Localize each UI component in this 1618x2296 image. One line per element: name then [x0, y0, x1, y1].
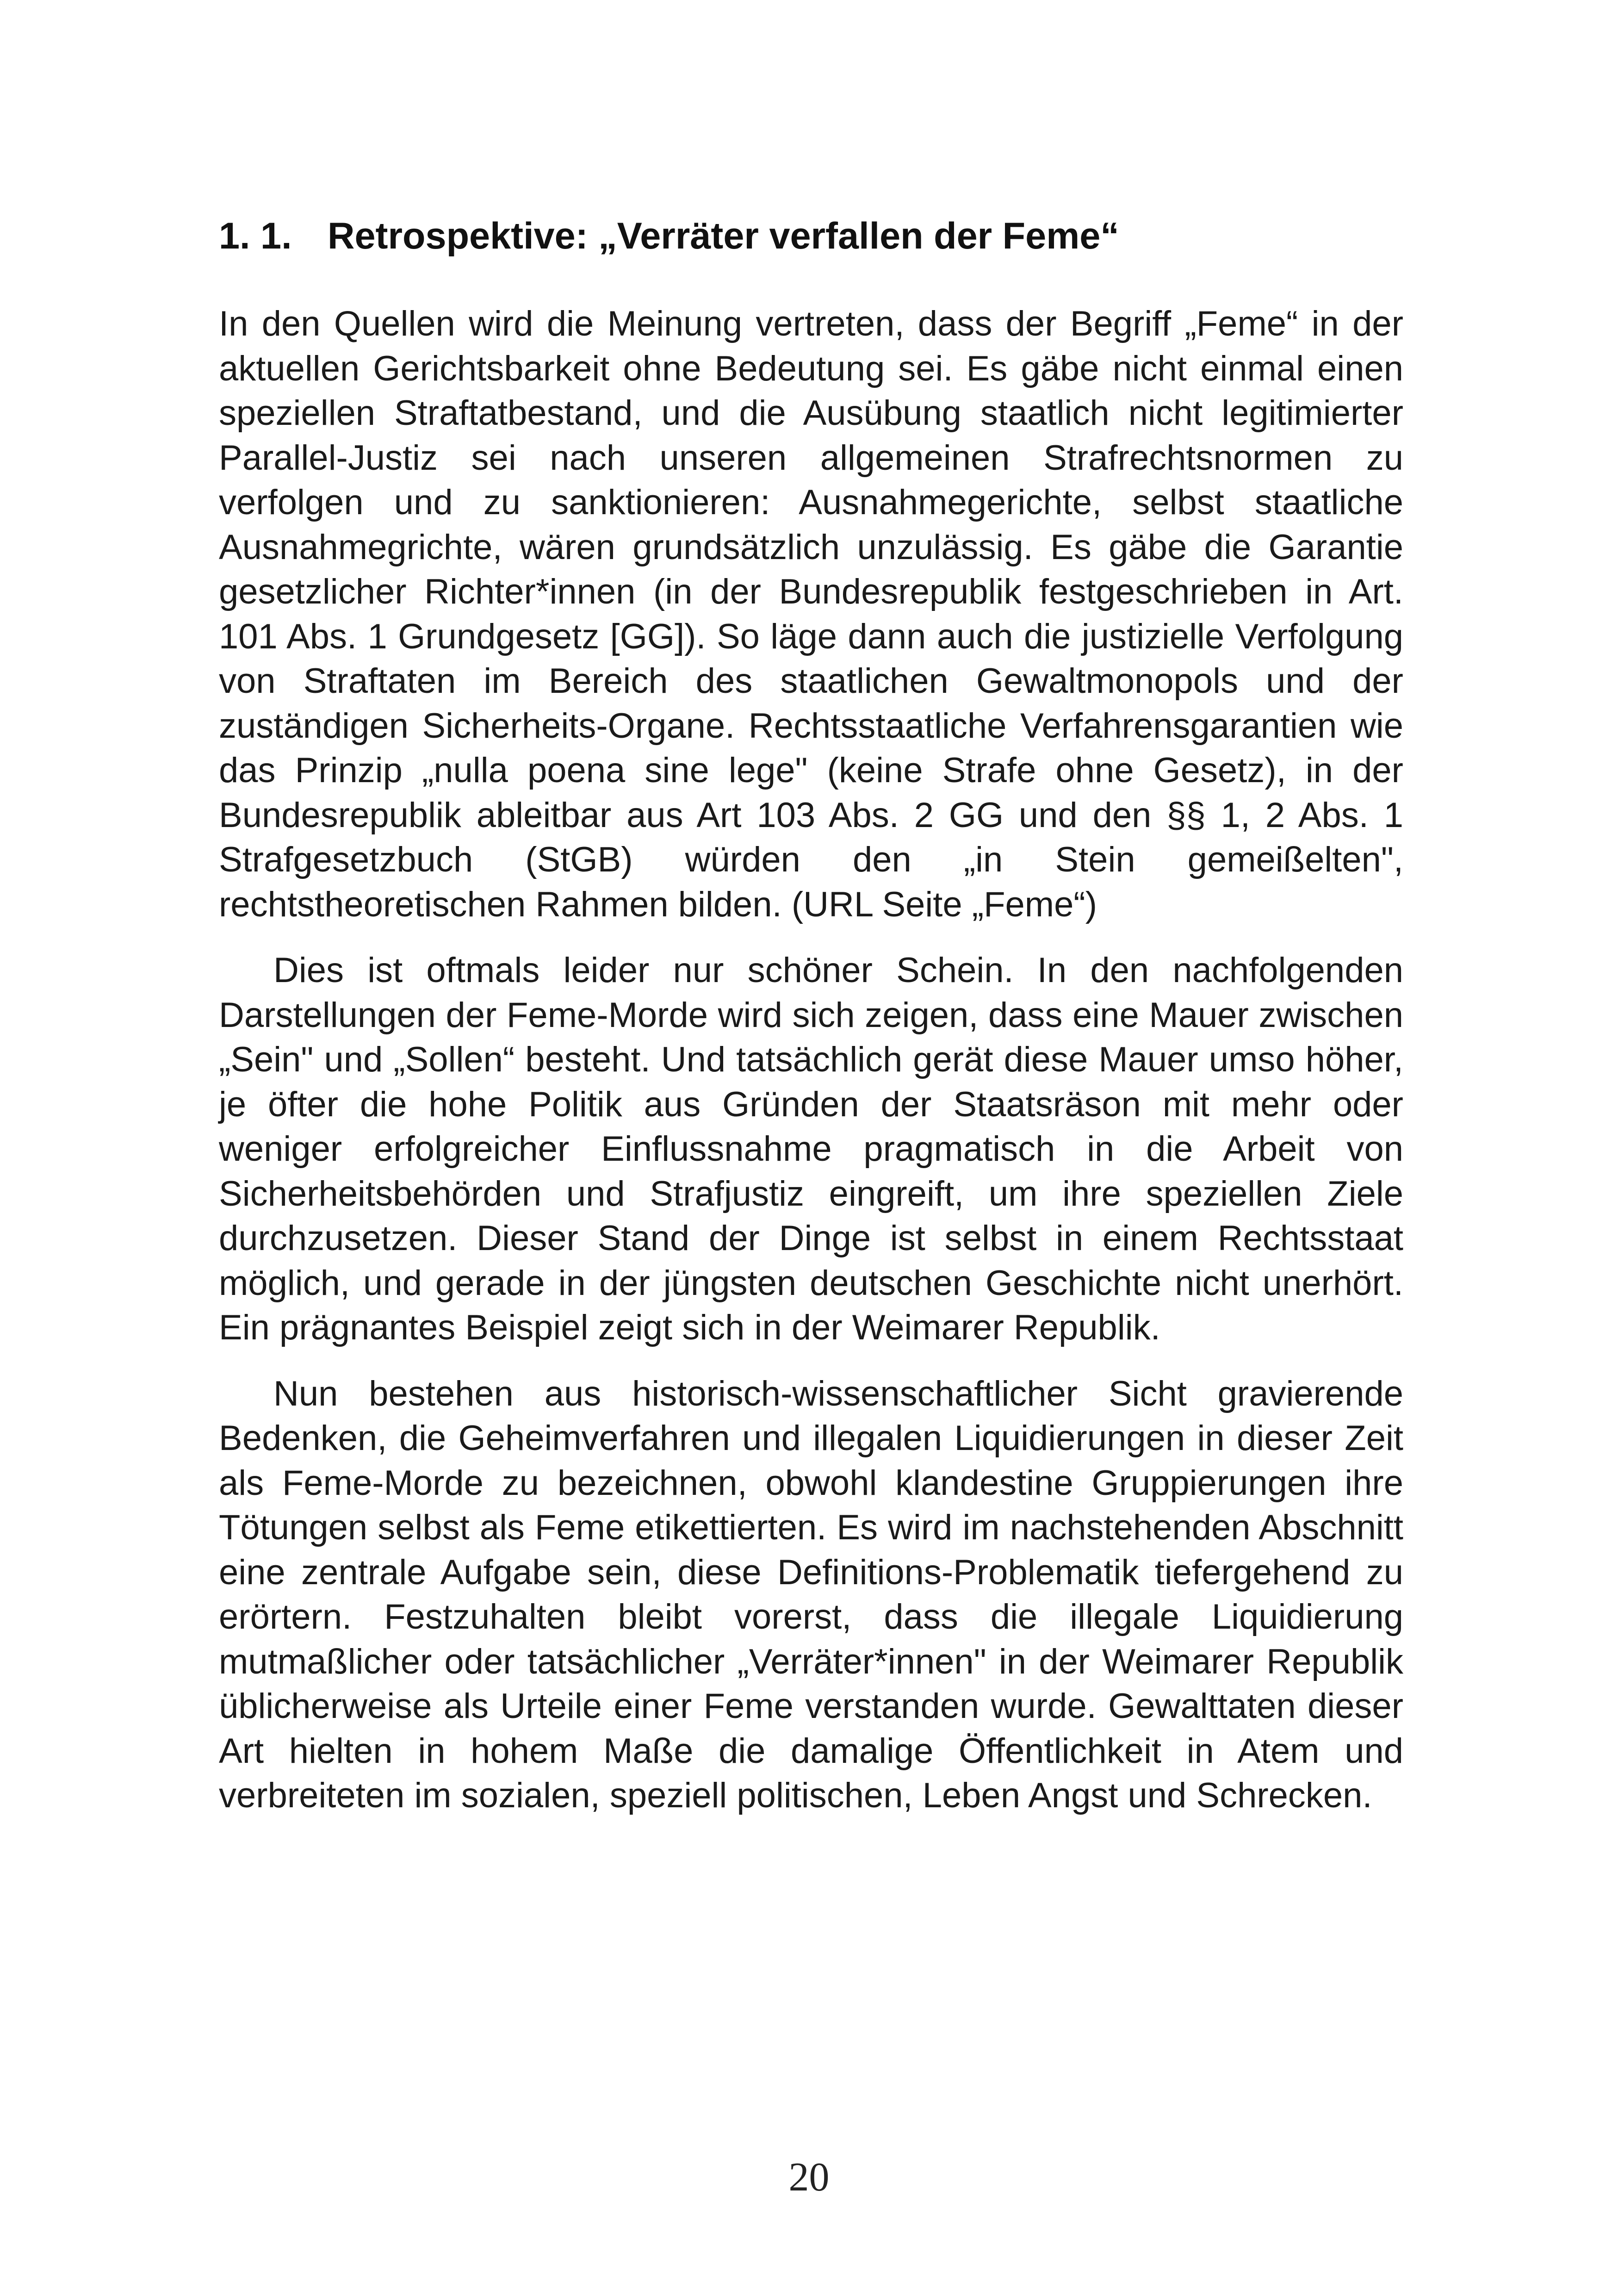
paragraph-3: Nun bestehen aus historisch-wissenschaftlicher Sicht gravierende Bedenken, die Geheimverfahren und illegalen Liquidierungen in dieser Zeit als Feme-Morde zu bezeichnen, obwohl klandestine Gruppierungen ihre Tötungen selbst als Feme etikettierten. Es wird im nachstehenden Abschnitt eine zentrale Aufgabe sein, diese Definitions-Problematik tiefergehend zu erörtern. Festzuhalten bleibt vorerst, dass die illegale Liquidierung mutmaßlicher oder tatsächlicher „Verräter*innen" in der Weimarer Republik üblicherweise als Urteile einer Feme verstanden wurde. Gewalttaten dieser Art hielten in hohem Maße die damalige Öffentlichkeit in Atem und verbreiteten im sozialen, speziell politischen, Leben Angst und Schrecken. [219, 1374, 1403, 1815]
paragraph-1: In den Quellen wird die Meinung vertreten, dass der Begriff „Feme“ in der aktuellen Gerichtsbarkeit ohne Bedeutung sei. Es gäbe nicht einmal einen speziellen Straftatbestand, und die Ausübung staatlich nicht legitimierter Parallel-Justiz sei nach unseren allgemeinen Strafrechtsnormen zu verfolgen und zu sanktionieren: Ausnahmegerichte, selbst staatliche Ausnahmegrichte, wären grundsätzlich unzulässig. Es gäbe die Garantie gesetzlicher Richter*innen (in der Bundesrepublik festgeschrieben in Art. 101 Abs. 1 Grundgesetz [GG]). So läge dann auch die justizielle Verfolgung von Straftaten im Bereich des staatlichen Gewaltmonopols und der zuständigen Sicherheits-Organe. Rechtsstaatliche Verfahrensgarantien wie das Prinzip „nulla poena sine lege" (keine Strafe ohne Gesetz), in der Bundesrepublik ableitbar aus Art 103 Abs. 2 GG und den §§ 1, 2 Abs. 1 Strafgesetzbuch (StGB) würden den „in Stein gemeißelten", rechtstheoretischen Rahmen bilden. (URL Seite „Feme“) [219, 304, 1403, 924]
page-content [219, 213, 1403, 1840]
paragraph-2: Dies ist oftmals leider nur schöner Schein. In den nachfolgenden Darstellungen der Feme-Morde wird sich zeigen, dass eine Mauer zwischen „Sein" und „Sollen“ besteht. Und tatsächlich gerät diese Mauer umso höher, je öfter die hohe Politik aus Gründen der Staatsräson mit mehr oder weniger erfolgreicher Einflussnahme pragmatisch in die Arbeit von Sicherheitsbehörden und Strafjustiz eingreift, um ihre speziellen Ziele durchzusetzen. Dieser Stand der Dinge ist selbst in einem Rechtsstaat möglich, und gerade in der jüngsten deutschen Geschichte nicht unerhört. Ein prägnantes Beispiel zeigt sich in der Weimarer Republik. [219, 951, 1403, 1347]
section-heading [219, 213, 1403, 259]
section-title: Retrospektive: „Verräter verfallen der Feme“ [328, 215, 1119, 257]
page-number: 20 [788, 2155, 830, 2200]
section-number: 1. 1. [219, 215, 292, 257]
